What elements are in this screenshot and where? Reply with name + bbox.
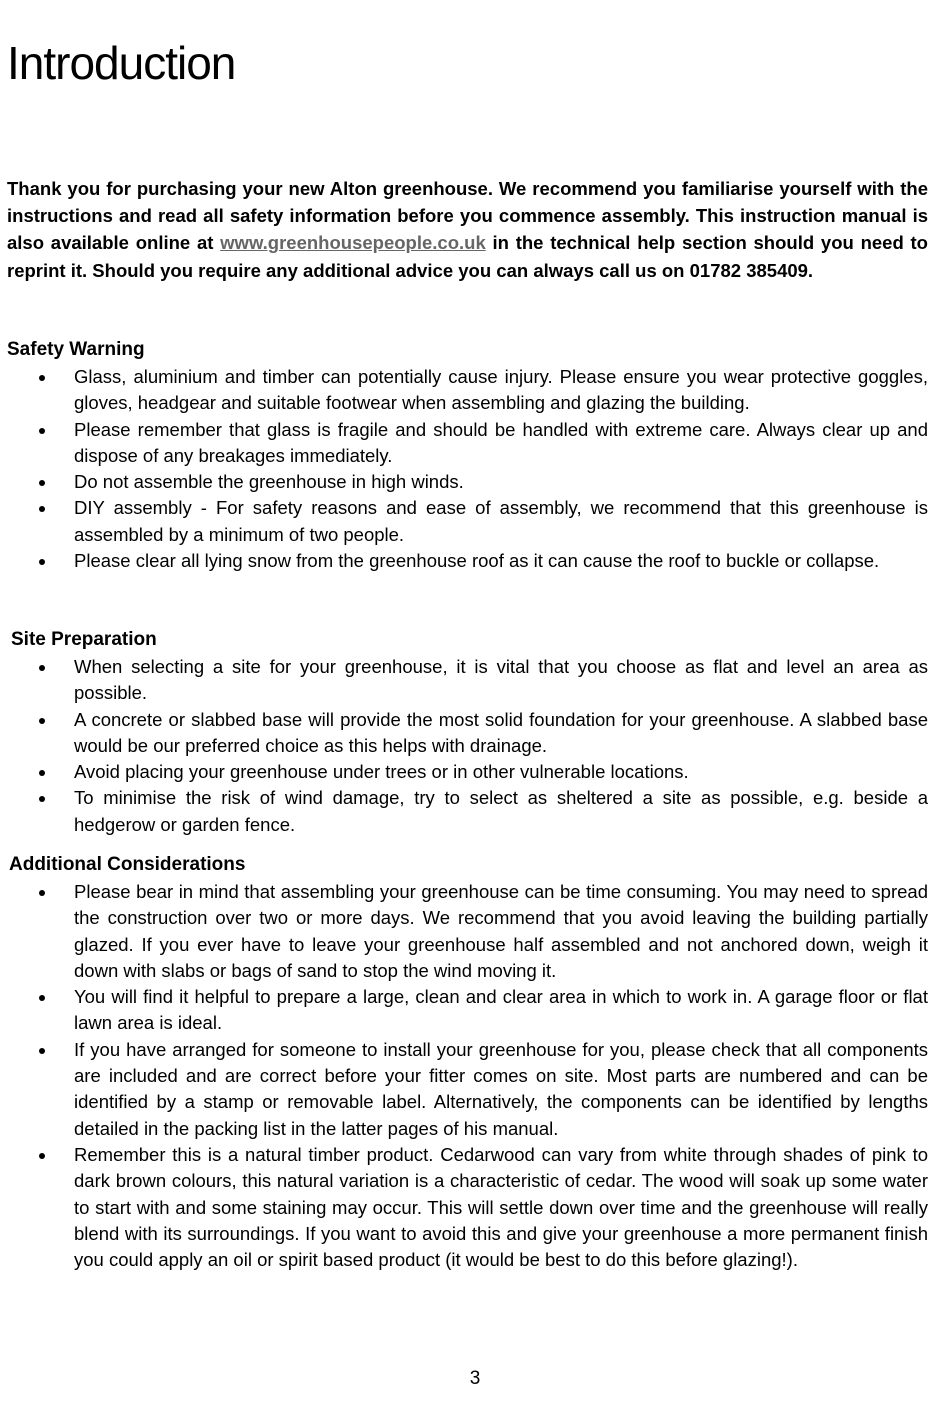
intro-text-start: Thank you for purchasing your new Alton greenhouse. We recommend you familiarise yourself with the instructions and read all safety information before you commence assembly. This instruction manual is also available online at	[7, 178, 928, 254]
bullet-icon	[39, 480, 45, 486]
bullet-icon	[39, 559, 45, 565]
safety-warning-list	[0, 364, 928, 574]
bullet-icon	[39, 428, 45, 434]
list-item: Please remember that glass is fragile and should be handled with extreme care. Always clear up and dispose of any breakages immediately.	[0, 417, 928, 470]
website-link[interactable]: www.greenhousepeople.co.uk	[220, 232, 486, 254]
bullet-icon	[39, 718, 45, 724]
list-item: A concrete or slabbed base will provide the most solid foundation for your greenhouse. A slabbed base would be our preferred choice as this helps with drainage.	[0, 707, 928, 760]
bullet-icon	[39, 665, 45, 671]
intro-paragraph	[7, 175, 928, 284]
site-preparation-heading: Site Preparation	[11, 629, 157, 650]
bullet-icon	[39, 375, 45, 381]
page-number: 3	[469, 1368, 481, 1389]
bullet-icon	[39, 770, 45, 776]
list-item: To minimise the risk of wind damage, try to select as sheltered a site as possible, e.g. beside a hedgerow or garden fence.	[0, 785, 928, 838]
list-item: You will find it helpful to prepare a large, clean and clear area in which to work in. A garage floor or flat lawn area is ideal.	[0, 984, 928, 1037]
bullet-icon	[39, 796, 45, 802]
bullet-icon	[39, 890, 45, 896]
bullet-icon	[39, 1048, 45, 1054]
bullet-icon	[39, 1153, 45, 1159]
list-item: Avoid placing your greenhouse under trees or in other vulnerable locations.	[0, 759, 928, 785]
intro-text-end: in the technical help section should you need to reprint it. Should you require any additional advice you can always call us on 01782 385409.	[7, 232, 928, 281]
list-item: Please bear in mind that assembling your greenhouse can be time consuming. You may need to spread the construction over two or more days. We recommend that you avoid leaving the building partially glazed. If you ever have to leave your greenhouse half assembled and not anchored down, weigh it down with slabs or bags of sand to stop the wind moving it.	[0, 879, 928, 984]
safety-warning-heading: Safety Warning	[7, 339, 145, 360]
list-item: Glass, aluminium and timber can potentially cause injury. Please ensure you wear protective goggles, gloves, headgear and suitable footwear when assembling and glazing the building.	[0, 364, 928, 417]
additional-considerations-heading: Additional Considerations	[9, 854, 246, 875]
bullet-icon	[39, 995, 45, 1001]
list-item: Please clear all lying snow from the greenhouse roof as it can cause the roof to buckle or collapse.	[0, 548, 928, 574]
bullet-icon	[39, 506, 45, 512]
list-item: When selecting a site for your greenhouse, it is vital that you choose as flat and level an area as possible.	[0, 654, 928, 707]
site-preparation-list	[0, 654, 928, 838]
list-item: DIY assembly - For safety reasons and ease of assembly, we recommend that this greenhouse is assembled by a minimum of two people.	[0, 495, 928, 548]
list-item: Remember this is a natural timber product. Cedarwood can vary from white through shades of pink to dark brown colours, this natural variation is a characteristic of cedar. The wood will soak up some water to start with and some staining may occur. This will settle down over time and the greenhouse will really blend with its surroundings. If you want to avoid this and give your greenhouse a more permanent finish you could apply an oil or spirit based product (it would be best to do this before glazing!).	[0, 1142, 928, 1273]
page-title: Introduction	[7, 37, 236, 89]
additional-considerations-list	[0, 879, 928, 1273]
list-item: Do not assemble the greenhouse in high winds.	[0, 469, 928, 495]
list-item: If you have arranged for someone to install your greenhouse for you, please check that all components are included and are correct before your fitter comes on site. Most parts are numbered and can be identified by a stamp or removable label. Alternatively, the components can be identified by lengths detailed in the packing list in the latter pages of his manual.	[0, 1037, 928, 1142]
